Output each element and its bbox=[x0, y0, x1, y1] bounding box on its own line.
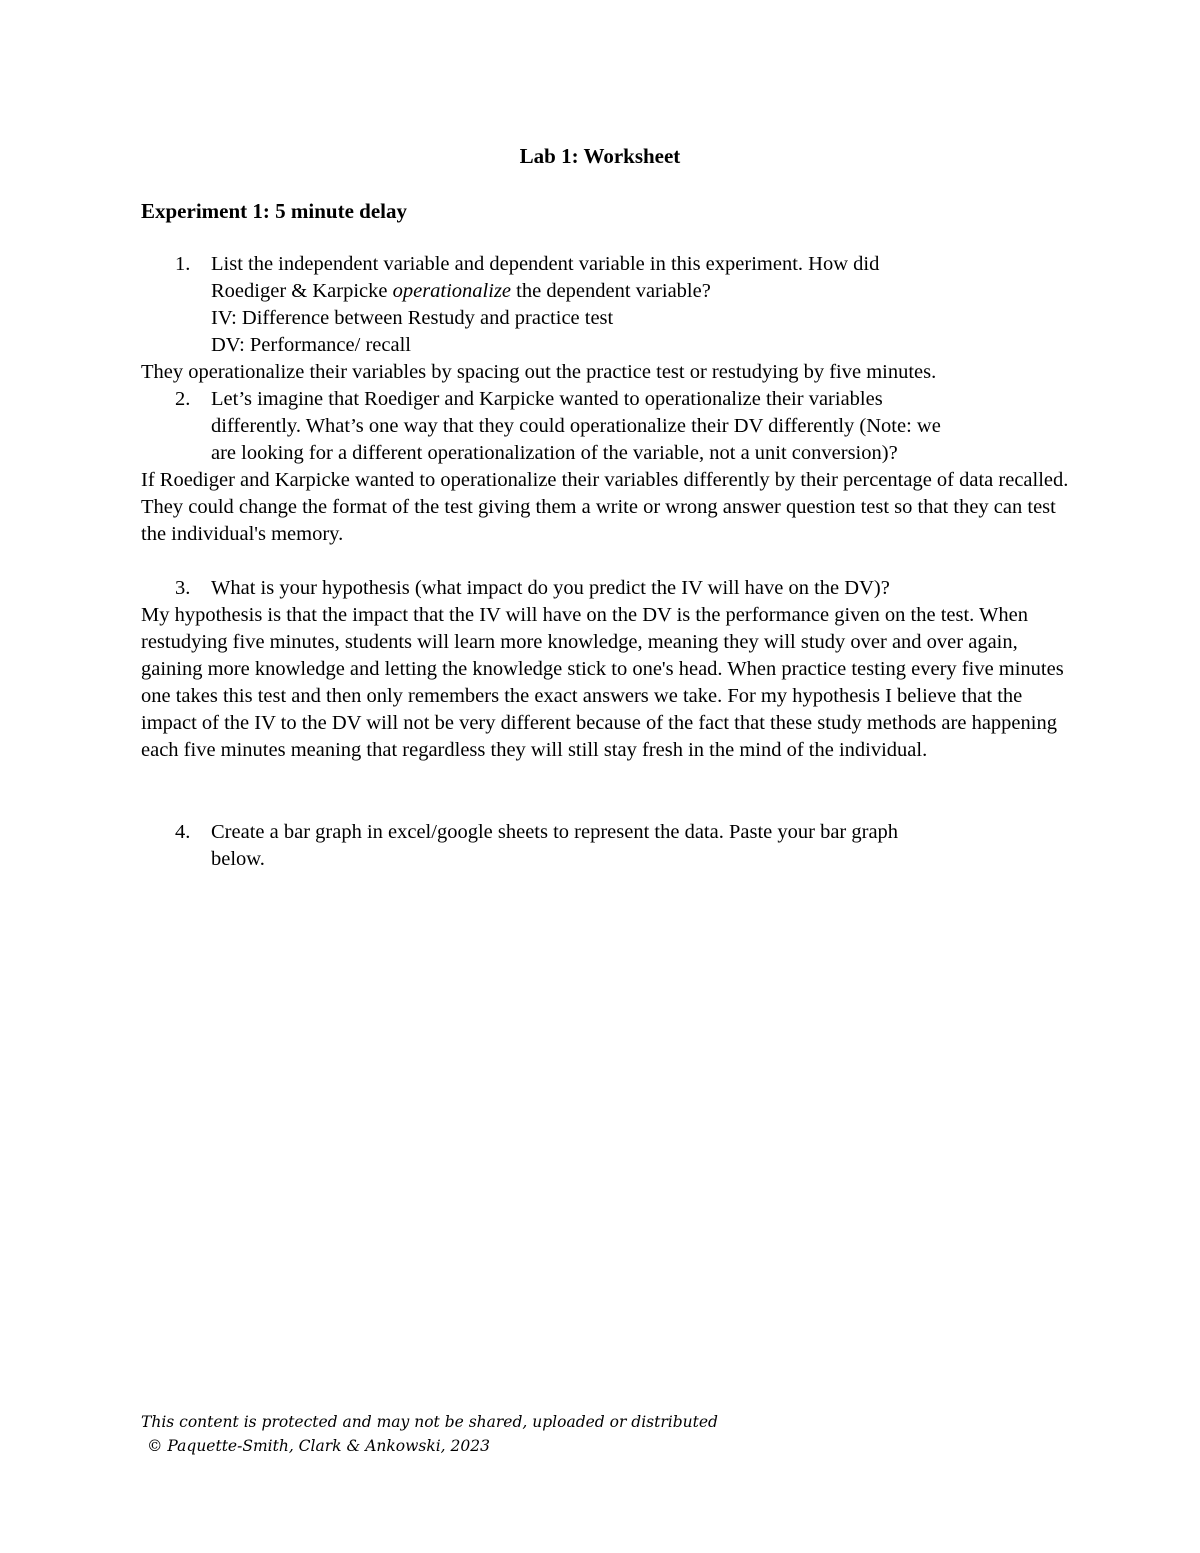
footer-copyright: © Paquette-Smith, Clark & Ankowski, 2023 bbox=[147, 1437, 490, 1455]
question-1-text-line-2 bbox=[211, 278, 711, 305]
question-2-answer: If Roediger and Karpicke wanted to operationalize their variables differently by their percentage of data recalled. They could change the format of the test giving them a write or wrong answer question test so that they can test the individual's memory. bbox=[141, 469, 1069, 545]
section-heading: Experiment 1: 5 minute delay bbox=[141, 199, 407, 223]
question-3-text-line-1: What is your hypothesis (what impact do you predict the IV will have on the DV)? bbox=[211, 577, 890, 599]
question-3-number: 3. bbox=[175, 577, 191, 599]
question-1-emphasis: operationalize bbox=[392, 280, 512, 302]
question-2-text-line-3: are looking for a different operationalization of the variable, not a unit conversion)? bbox=[211, 442, 898, 464]
page-title: Lab 1: Worksheet bbox=[519, 144, 681, 168]
question-4-text-line-2: below. bbox=[211, 848, 265, 870]
question-1-dv: DV: Performance/ recall bbox=[211, 334, 411, 356]
question-1-text-line-1: List the independent variable and dependent variable in this experiment. How did bbox=[211, 253, 880, 275]
question-2-number: 2. bbox=[175, 388, 191, 410]
question-4-number: 4. bbox=[175, 821, 191, 843]
question-1-iv: IV: Difference between Restudy and practice test bbox=[211, 307, 614, 329]
question-3-answer: My hypothesis is that the impact that the IV will have on the DV is the performance given on the test. When restudying five minutes, students will learn more knowledge, meaning they will study over and over again, gaining more knowledge and letting the knowledge stick to one's head. When practice testing every five minutes one takes this test and then only remembers the exact answers we take. For my hypothesis I believe that the impact of the IV to the DV will not be very different because of the fact that these study methods are happening each five minutes meaning that regardless they will still stay fresh in the mind of the individual. bbox=[141, 604, 1064, 761]
question-1-text-part: the dependent variable? bbox=[516, 280, 711, 302]
question-1-number: 1. bbox=[175, 253, 191, 275]
question-1-answer: They operationalize their variables by spacing out the practice test or restudying by five minutes. bbox=[141, 361, 937, 383]
question-2-text-line-2: differently. What’s one way that they could operationalize their DV differently (Note: we bbox=[211, 415, 941, 437]
footer bbox=[141, 1410, 718, 1458]
question-2-text-line-1: Let’s imagine that Roediger and Karpicke wanted to operationalize their variables bbox=[211, 388, 883, 410]
question-4-text-line-1: Create a bar graph in excel/google sheets to represent the data. Paste your bar graph bbox=[211, 821, 899, 843]
question-1-text-part: Roediger & Karpicke bbox=[211, 280, 388, 302]
footer-notice: This content is protected and may not be shared, uploaded or distributed bbox=[141, 1413, 718, 1431]
